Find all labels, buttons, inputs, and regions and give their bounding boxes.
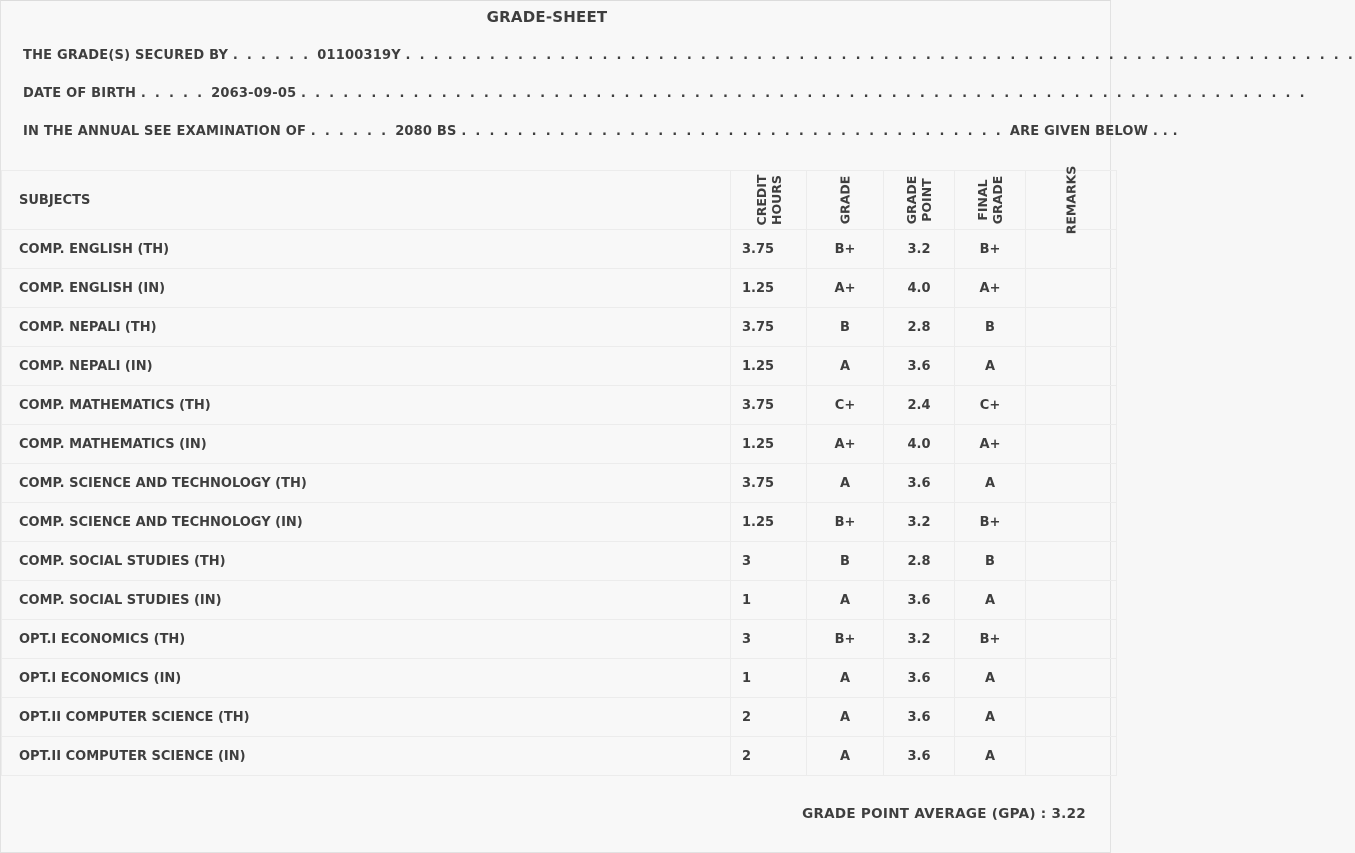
final-grade-cell: B+ xyxy=(955,230,1026,269)
final-grade-cell: A xyxy=(955,581,1026,620)
dob-line xyxy=(23,86,1307,101)
remarks-cell xyxy=(1026,308,1117,347)
final-grade-cell: A+ xyxy=(955,269,1026,308)
credit-hours-cell: 2 xyxy=(731,737,807,776)
table-row xyxy=(2,386,1117,425)
final-grade-cell: B xyxy=(955,308,1026,347)
remarks-cell xyxy=(1026,503,1117,542)
table-row xyxy=(2,347,1117,386)
exam-label: IN THE ANNUAL SEE EXAMINATION OF xyxy=(23,124,307,139)
table-row xyxy=(2,581,1117,620)
credit-hours-cell: 3 xyxy=(731,620,807,659)
subject-cell: OPT.II COMPUTER SCIENCE (IN) xyxy=(2,737,731,776)
exam-value: 2080 BS xyxy=(395,124,457,139)
grade-point-cell: 2.4 xyxy=(884,386,955,425)
grade-point-cell: 3.6 xyxy=(884,659,955,698)
remarks-cell xyxy=(1026,230,1117,269)
gpa-summary: GRADE POINT AVERAGE (GPA) : 3.22 xyxy=(802,806,1086,822)
subject-cell: COMP. SCIENCE AND TECHNOLOGY (IN) xyxy=(2,503,731,542)
grade-cell: A xyxy=(807,698,884,737)
grade-point-cell: 3.6 xyxy=(884,581,955,620)
grade-point-cell: 4.0 xyxy=(884,269,955,308)
final-grade-cell: A xyxy=(955,737,1026,776)
subject-cell: COMP. MATHEMATICS (TH) xyxy=(2,386,731,425)
credit-hours-cell: 3.75 xyxy=(731,308,807,347)
grade-point-cell: 3.2 xyxy=(884,620,955,659)
grade-point-header: GRADE POINT xyxy=(884,171,955,230)
page-title: GRADE-SHEET xyxy=(486,8,608,26)
table-row xyxy=(2,542,1117,581)
table-row xyxy=(2,659,1117,698)
final-grade-cell: B+ xyxy=(955,503,1026,542)
grade-point-cell: 3.6 xyxy=(884,698,955,737)
remarks-cell xyxy=(1026,386,1117,425)
grade-point-cell: 3.6 xyxy=(884,464,955,503)
table-row xyxy=(2,620,1117,659)
remarks-cell xyxy=(1026,698,1117,737)
dot-leader: . . . . . . . . . . . . . . . . . . . . . . . . . . . . . . . . . . . . . . . . . . . . . . . . . . . . . . . . . . . . . . . . . . . . . . . . xyxy=(301,86,1307,101)
subject-cell: COMP. SOCIAL STUDIES (TH) xyxy=(2,542,731,581)
credit-hours-cell: 2 xyxy=(731,698,807,737)
table-row xyxy=(2,308,1117,347)
remarks-cell xyxy=(1026,269,1117,308)
final-grade-cell: A xyxy=(955,347,1026,386)
subject-cell: OPT.I ECONOMICS (IN) xyxy=(2,659,731,698)
credit-hours-cell: 1.25 xyxy=(731,503,807,542)
subject-cell: COMP. SOCIAL STUDIES (IN) xyxy=(2,581,731,620)
final-grade-cell: B xyxy=(955,542,1026,581)
grade-point-cell: 2.8 xyxy=(884,308,955,347)
dob-label: DATE OF BIRTH xyxy=(23,86,137,101)
credit-hours-cell: 3.75 xyxy=(731,230,807,269)
credit-hours-cell: 3.75 xyxy=(731,386,807,425)
remarks-cell xyxy=(1026,425,1117,464)
secured-by-value: 01100319Y xyxy=(317,48,401,63)
subject-cell: COMP. NEPALI (TH) xyxy=(2,308,731,347)
subject-cell: COMP. SCIENCE AND TECHNOLOGY (TH) xyxy=(2,464,731,503)
credit-hours-cell: 1.25 xyxy=(731,269,807,308)
subjects-header: SUBJECTS xyxy=(2,171,731,230)
grade-cell: B+ xyxy=(807,620,884,659)
grade-cell: B+ xyxy=(807,503,884,542)
dot-leader: . . . . . xyxy=(140,86,212,101)
credit-hours-cell: 1 xyxy=(731,581,807,620)
dot-leader: . . . . . . . . . . . . . . . . . . . . . . . . . . . . . . . . . . . . . . . . . . . . . . . . . . . . . . . . . . . . . . . . . . . . xyxy=(405,48,1355,63)
table-row xyxy=(2,737,1117,776)
grade-cell: A xyxy=(807,659,884,698)
grade-cell: A+ xyxy=(807,425,884,464)
credit-hours-cell: 1.25 xyxy=(731,347,807,386)
grade-cell: C+ xyxy=(807,386,884,425)
grade-cell: A xyxy=(807,581,884,620)
table-row xyxy=(2,464,1117,503)
grade-point-cell: 3.6 xyxy=(884,737,955,776)
table-row xyxy=(2,425,1117,464)
final-grade-cell: A xyxy=(955,659,1026,698)
exam-suffix: ARE GIVEN BELOW . . . xyxy=(1009,124,1178,139)
dot-leader: . . . . . . . . . . . . . . . . . . . . . . . . . . . . . . . . . . . . . . . xyxy=(461,124,1010,139)
remarks-cell xyxy=(1026,737,1117,776)
secured-by-line xyxy=(23,48,1355,63)
grade-cell: A xyxy=(807,347,884,386)
grade-cell: A xyxy=(807,737,884,776)
subject-cell: OPT.II COMPUTER SCIENCE (TH) xyxy=(2,698,731,737)
grade-header: GRADE xyxy=(807,171,884,230)
remarks-header: REMARKS xyxy=(1026,171,1117,230)
grade-cell: A+ xyxy=(807,269,884,308)
grade-cell: B xyxy=(807,308,884,347)
grades-table xyxy=(1,165,1117,776)
final-grade-header: FINAL GRADE xyxy=(955,171,1026,230)
grade-cell: B xyxy=(807,542,884,581)
final-grade-cell: A xyxy=(955,698,1026,737)
grade-cell: B+ xyxy=(807,230,884,269)
subject-cell: COMP. ENGLISH (IN) xyxy=(2,269,731,308)
final-grade-cell: C+ xyxy=(955,386,1026,425)
remarks-cell xyxy=(1026,620,1117,659)
dob-value: 2063-09-05 xyxy=(211,86,297,101)
secured-by-label: THE GRADE(S) SECURED BY xyxy=(23,48,229,63)
credit-hours-cell: 3 xyxy=(731,542,807,581)
grade-point-cell: 3.2 xyxy=(884,503,955,542)
subject-cell: COMP. MATHEMATICS (IN) xyxy=(2,425,731,464)
final-grade-cell: A xyxy=(955,464,1026,503)
table-row xyxy=(2,230,1117,269)
grade-cell: A xyxy=(807,464,884,503)
dot-leader: . . . . . . xyxy=(232,48,318,63)
remarks-cell xyxy=(1026,581,1117,620)
table-row xyxy=(2,698,1117,737)
table-row xyxy=(2,269,1117,308)
credit-hours-cell: 1.25 xyxy=(731,425,807,464)
grade-point-cell: 4.0 xyxy=(884,425,955,464)
subject-cell: COMP. ENGLISH (TH) xyxy=(2,230,731,269)
credit-hours-cell: 1 xyxy=(731,659,807,698)
grade-point-cell: 2.8 xyxy=(884,542,955,581)
table-header-row xyxy=(2,171,1117,230)
subject-cell: COMP. NEPALI (IN) xyxy=(2,347,731,386)
grade-point-cell: 3.6 xyxy=(884,347,955,386)
final-grade-cell: B+ xyxy=(955,620,1026,659)
remarks-cell xyxy=(1026,659,1117,698)
remarks-cell xyxy=(1026,542,1117,581)
grades-table-body xyxy=(2,230,1117,776)
remarks-cell xyxy=(1026,347,1117,386)
exam-line xyxy=(23,124,1178,139)
remarks-cell xyxy=(1026,464,1117,503)
table-row xyxy=(2,503,1117,542)
subject-cell: OPT.I ECONOMICS (TH) xyxy=(2,620,731,659)
dot-leader: . . . . . . xyxy=(310,124,396,139)
credit-hours-cell: 3.75 xyxy=(731,464,807,503)
final-grade-cell: A+ xyxy=(955,425,1026,464)
grade-point-cell: 3.2 xyxy=(884,230,955,269)
credit-hours-header: CREDIT HOURS xyxy=(731,171,807,230)
